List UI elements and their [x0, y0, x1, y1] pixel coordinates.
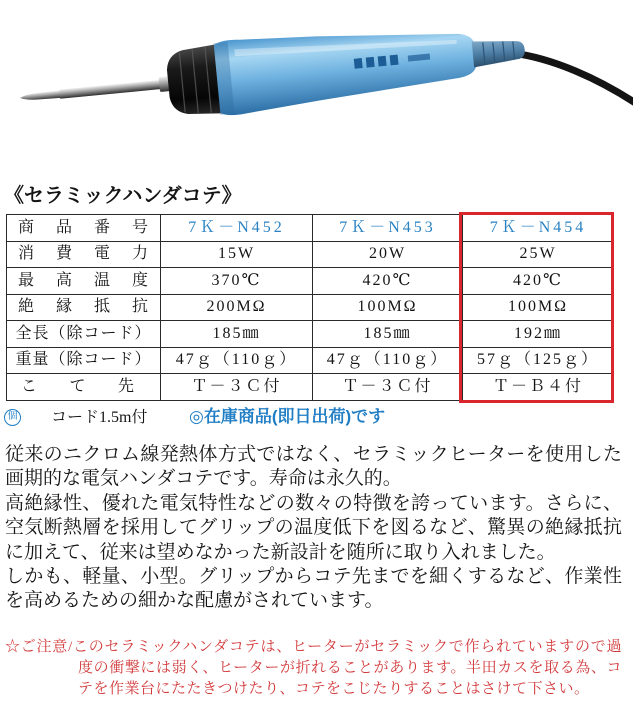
spec-label-power: 消 費 電 力 — [7, 241, 161, 268]
strain-relief — [472, 36, 526, 67]
length-n454: 192㎜ — [463, 321, 614, 348]
description-line: しかも、軽量、小型。グリップからコテ先までを細くするなど、作業性 — [5, 566, 622, 588]
model-n453: 7Ｋ－N453 — [313, 215, 463, 242]
spec-row-length — [7, 321, 614, 348]
spec-row-max-temp — [7, 268, 614, 295]
tip-n452: Ｔ－３Ｃ付 — [161, 374, 313, 401]
product-description — [5, 443, 622, 614]
description-line: 高絶縁性、優れた電気特性などの数々の特徴を誇っています。さらに、 — [5, 492, 622, 514]
description-line: を高めるための細かな配慮がされています。 — [5, 590, 384, 612]
max-temp-n452: 370℃ — [161, 268, 313, 295]
stock-notice: ◎在庫商品(即日出荷)です — [189, 407, 386, 426]
weight-n454: 57ｇ（125ｇ） — [463, 347, 614, 374]
section-heading: 《セラミックハンダコテ》 — [4, 185, 242, 207]
spec-table — [6, 214, 614, 401]
spec-row-insulation — [7, 294, 614, 321]
spec-row-tip — [7, 374, 614, 401]
tip-n454: Ｔ－Ｂ４付 — [463, 374, 614, 401]
caution-line: ☆ご注意/このセラミックハンダコテは、ヒーターがセラミックで作られていますので過 — [5, 639, 622, 655]
tip-n453: Ｔ－３Ｃ付 — [313, 374, 463, 401]
max-temp-n454: 420℃ — [463, 268, 614, 295]
length-n452: 185㎜ — [161, 321, 313, 348]
caution-line: 度の衝撃には弱く、ヒーターが折れることがあります。半田カスを取る為、コ — [78, 660, 622, 676]
caution-line: テを作業台にたたきつけたり、コテをこじたりすることはさけて下さい。 — [78, 681, 590, 697]
spec-row-model-number — [7, 215, 614, 242]
weight-n452: 47ｇ（110ｇ） — [161, 347, 313, 374]
description-line: 従来のニクロム線発熱体方式ではなく、セラミックヒーターを使用した — [5, 444, 622, 465]
weight-n453: 47ｇ（110ｇ） — [313, 347, 463, 374]
spec-row-power — [7, 241, 614, 268]
product-photo — [0, 0, 633, 140]
spec-row-weight — [7, 347, 614, 374]
power-n453: 20W — [313, 241, 463, 268]
spec-label-model-number: 商 品 番 号 — [7, 215, 161, 242]
insulation-n454: 100MΩ — [463, 294, 614, 321]
soldering-iron — [16, 12, 528, 135]
soldering-tip — [20, 90, 63, 102]
insulation-n453: 100MΩ — [313, 294, 463, 321]
unit-badge-icon: 個 — [4, 409, 21, 426]
caution-note — [5, 637, 622, 700]
spec-label-tip: こ て 先 — [7, 374, 161, 401]
model-n454: 7Ｋ－N454 — [463, 215, 614, 242]
power-n452: 15W — [161, 241, 313, 268]
max-temp-n453: 420℃ — [313, 268, 463, 295]
spec-label-weight: 重量（除コード） — [7, 347, 161, 374]
power-cord — [512, 53, 633, 106]
power-n454: 25W — [463, 241, 614, 268]
spec-label-insulation: 絶 縁 抵 抗 — [7, 294, 161, 321]
description-line: 空気断熱層を採用してグリップの温度低下を図るなど、驚異の絶縁抵抗 — [5, 517, 622, 539]
insulation-n452: 200MΩ — [161, 294, 313, 321]
description-line: 画期的な電気ハンダコテです。寿命は永久的。 — [5, 468, 402, 490]
handle — [213, 17, 478, 117]
spec-label-max-temp: 最 高 温 度 — [7, 268, 161, 295]
cord-note: コード1.5m付 — [51, 409, 148, 426]
spec-label-length: 全長（除コード） — [7, 321, 161, 348]
model-n452: 7Ｋ－N452 — [161, 215, 313, 242]
length-n453: 185㎜ — [313, 321, 463, 348]
description-line: に加えて、従来は望めなかった新設計を随所に取り入れました。 — [5, 541, 556, 563]
heater-shaft — [59, 80, 163, 99]
